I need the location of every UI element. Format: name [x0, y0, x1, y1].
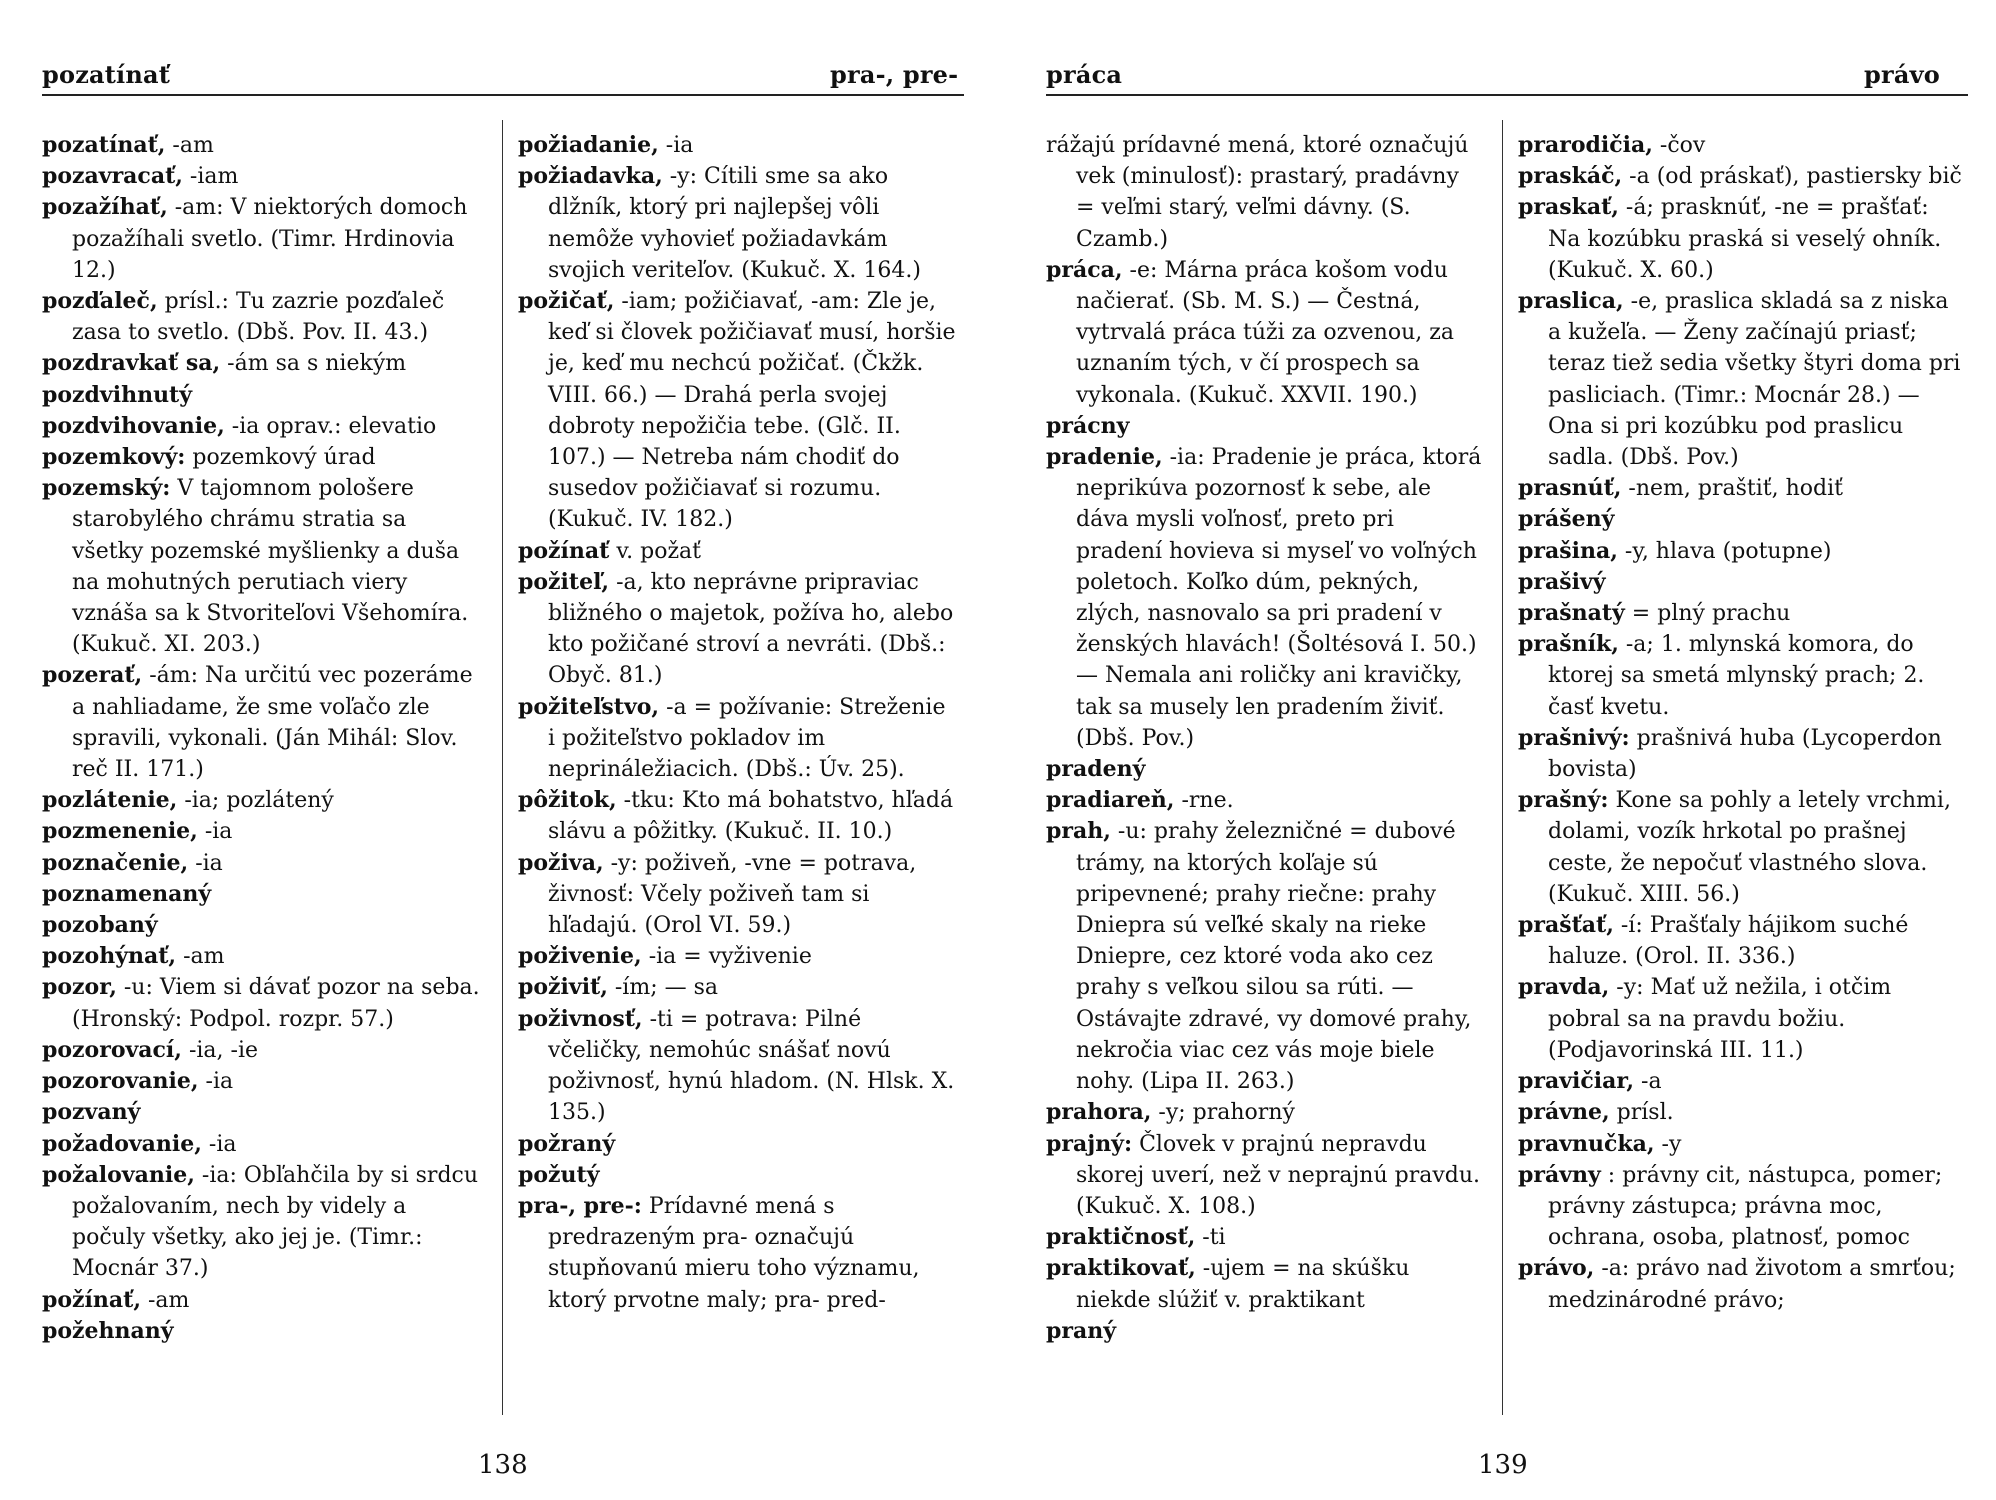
- headword: pozlátenie,: [42, 787, 178, 814]
- dictionary-entry: [518, 161, 958, 286]
- headword: pravda,: [1518, 974, 1610, 1001]
- column-1: [42, 130, 482, 1347]
- dictionary-entry: [518, 536, 958, 567]
- dictionary-entry: [518, 692, 958, 786]
- entry-body: -ia: Pradenie je práca, ktorá neprikúva pozornosť k sebe, ale dáva mysli voľnosť, preto pri pradení hovieva si myseľ vo voľných poletoch. Koľko dúm, pekných, zlých, nasnovalo sa pri pradení v ženských hlavách! (Šoltésová I. 50.) — Nemala ani roličky ani kravičky, tak sa musely len pradením živiť. (Dbš. Pov.): [1076, 445, 1482, 751]
- entry-body: -u: Viem si dávať pozor na seba. (Hronský: Podpol. rozpr. 57.): [72, 975, 480, 1032]
- headword: prašťať,: [1518, 912, 1614, 939]
- entry-body: -í: Prašťaly hájikom suché haluze. (Orol. II. 336.): [1548, 913, 1909, 970]
- entry-body: -ia: [201, 1131, 237, 1157]
- headword: pozohýnať,: [42, 943, 177, 970]
- headword: právny: [1518, 1161, 1601, 1188]
- headword: požiadanie,: [518, 132, 659, 158]
- entry-body: -y; prahorný: [1151, 1100, 1295, 1126]
- headword: pozatínať,: [42, 132, 166, 158]
- entry-body: -ia oprav.: elevatio: [224, 413, 437, 439]
- headword: právne,: [1518, 1099, 1610, 1126]
- headword: prácny: [1046, 412, 1130, 439]
- entry-body: -y: Mať už nežila, i otčim pobral sa na pravdu božiu. (Podjavorinská III. 11.): [1548, 975, 1892, 1063]
- dictionary-entry: [1518, 504, 1964, 535]
- entry-body: -a, kto neprávne pripraviac bližného o majetok, požíva ho, alebo kto požičané stroví a nevráti. (Dbš.: Obyč. 81.): [548, 569, 954, 689]
- column-divider: [502, 120, 503, 1415]
- dictionary-entry: [1046, 1097, 1482, 1128]
- right-page: [998, 0, 1996, 1500]
- entry-body: Človek v prajnú nepravdu skorej uverí, než v neprajnú pravdu. (Kukuč. X. 108.): [1076, 1131, 1481, 1219]
- dictionary-entry: [1518, 723, 1964, 785]
- headword: požutý: [518, 1161, 600, 1188]
- dictionary-entry: [42, 348, 482, 379]
- dictionary-entry: [42, 1097, 482, 1128]
- dictionary-entry: [42, 1285, 482, 1316]
- dictionary-entry: [518, 1191, 958, 1316]
- dictionary-entry: [42, 130, 482, 161]
- headword: prasnúť,: [1518, 475, 1622, 502]
- dictionary-entry: [1046, 1253, 1482, 1315]
- dictionary-entry: [1518, 910, 1964, 972]
- headword: praktičnosť,: [1046, 1224, 1196, 1251]
- entry-body: -á; prasknúť, -ne = prašťať: Na kozúbku praská si veselý ohník. (Kukuč. X. 60.): [1548, 195, 1942, 283]
- headword: pôžitok,: [518, 787, 617, 814]
- headword: pozdvihovanie,: [42, 412, 225, 439]
- dictionary-entry: [42, 442, 482, 473]
- entry-body: -ti: [1195, 1225, 1226, 1251]
- headword: prašivý: [1518, 568, 1606, 595]
- dictionary-entry: [1518, 1066, 1964, 1097]
- entry-body: -e, praslica skladá sa z niska a kužeľa. — Ženy začínajú priasť; teraz tiež sedia všetky štyri doma pri pasliciach. (Timr.: Mocnár 28.) — Ona si pri kozúbku pod praslicu sadla. (Dbš. Pov.): [1548, 289, 1961, 471]
- headword: pozerať,: [42, 662, 143, 689]
- entry-body: : právny cit, nástupca, pomer; právny zástupca; právna moc, ochrana, osoba, platnosť, pomoc: [1548, 1162, 1943, 1251]
- running-head-right: právo: [1864, 60, 1940, 89]
- dictionary-entry: [1518, 1253, 1964, 1315]
- headword: poživenie,: [518, 943, 642, 970]
- header-rule: [1046, 94, 1968, 96]
- dictionary-entry: [518, 1004, 958, 1129]
- dictionary-entry: [1518, 785, 1964, 910]
- headword: prašný:: [1518, 787, 1609, 814]
- header-rule: [42, 94, 964, 96]
- dictionary-entry: [1518, 1129, 1964, 1160]
- entry-body: -y: [1654, 1131, 1682, 1157]
- entry-body: -ia: Obľahčila by si srdcu požalovaním, nech by videly a počuly všetky, ako jej je. (Timr.: Mocnár 37.): [72, 1162, 479, 1282]
- entry-body: -y, hlava (potupne): [1617, 538, 1832, 564]
- entry-body: prísl.: Tu zazrie pozďaleč zasa to svetlo. (Dbš. Pov. II. 43.): [72, 289, 445, 346]
- entry-body: -ia = vyživenie: [641, 944, 812, 970]
- dictionary-entry: [1518, 286, 1964, 473]
- entry-body: -e: Márna práca košom vodu načierať. (Sb. M. S.) — Čestná, vytrvalá práca túži za ozvenou, za uznaním tých, v čí prospech sa vykonala. (Kukuč. XXVII. 190.): [1076, 257, 1454, 408]
- entry-body: -ím; — sa: [607, 975, 719, 1001]
- dictionary-entry: [42, 1129, 482, 1160]
- headword: prášený: [1518, 506, 1615, 533]
- dictionary-entry: [1518, 1097, 1964, 1128]
- headword: požalovanie,: [42, 1161, 195, 1188]
- dictionary-entry: [1046, 1222, 1482, 1253]
- dictionary-entry: [42, 1066, 482, 1097]
- headword: pozor,: [42, 974, 117, 1001]
- dictionary-entry: [1046, 442, 1482, 754]
- headword: prah,: [1046, 818, 1111, 845]
- headword: pozmenenie,: [42, 818, 198, 845]
- headword: pravičiar,: [1518, 1068, 1635, 1095]
- dictionary-entry: [42, 1160, 482, 1285]
- entry-body: -čov: [1652, 133, 1706, 158]
- headword: prašnivý:: [1518, 724, 1630, 751]
- entry-body: -u: prahy železničné = dubové trámy, na ktorých koľaje sú pripevnené; prahy riečne: prahy Dniepra sú veľké skaly na rieke Dniepre, cez ktoré voda ako cez prahy s veľkou silou sa rúti. — Ostávajte zdravé, vy domové prahy, nekročia viac cez vás moje biele nohy. (Lipa II. 263.): [1076, 819, 1472, 1095]
- headword: požiteľ,: [518, 568, 610, 595]
- dictionary-entry: [42, 941, 482, 972]
- headword: pozdvihnutý: [42, 381, 193, 408]
- dictionary-entry: [42, 972, 482, 1034]
- dictionary-entry: [1518, 192, 1964, 286]
- dictionary-entry: [1046, 816, 1482, 1097]
- headword: pozemský:: [42, 475, 171, 502]
- column-2: [1518, 130, 1964, 1316]
- entry-body: -am: [176, 944, 225, 970]
- entry-body: -ia: [188, 850, 223, 876]
- headword: prašnatý: [1518, 600, 1625, 627]
- headword: požínať: [518, 537, 610, 564]
- headword: prašník,: [1518, 631, 1619, 658]
- entry-body: -ám: Na určitú vec pozeráme a nahliadame, že sme voľačo zle spravili, vykonali. (Ján Mihál: Slov. reč II. 171.): [72, 663, 473, 783]
- headword: prajný:: [1046, 1130, 1133, 1157]
- entry-body: -iam; požičiavať, -am: Zle je, keď si človek požičiavať musí, horšie je, keď mu nechcú požičať. (Čkžk. VIII. 66.) — Drahá perla svojej dobroty nepožičia tebe. (Glč. II. 107.) — Netreba nám chodiť do susedov požičiavať si rozumu. (Kukuč. IV. 182.): [548, 289, 956, 533]
- dictionary-entry: [42, 816, 482, 847]
- headword: požiteľstvo,: [518, 693, 660, 720]
- headword: pradený: [1046, 756, 1146, 783]
- entry-body: -y: Cítili sme sa ako dlžník, ktorý pri najlepšej vôli nemôže vyhovieť požiadavkám svojich veriteľov. (Kukuč. X. 164.): [548, 164, 921, 283]
- headword: pra-, pre-:: [518, 1192, 642, 1219]
- dictionary-entry: [518, 972, 958, 1003]
- entry-body: Prídavné mená s predrazeným pra- označujú stupňovanú mieru toho významu, ktorý prvotne maly; pra- pred-: [548, 1193, 920, 1313]
- column-divider: [1502, 120, 1503, 1415]
- entry-body: v. požať: [609, 538, 702, 564]
- dictionary-entry: [42, 192, 482, 286]
- dictionary-entry: [42, 286, 482, 348]
- headword: prašina,: [1518, 537, 1618, 564]
- dictionary-entry: [1046, 785, 1482, 816]
- headword: praný: [1046, 1317, 1117, 1344]
- headword: pradenie,: [1046, 444, 1163, 471]
- entry-body: -ia: [658, 133, 694, 158]
- headword: pravnučka,: [1518, 1130, 1655, 1157]
- entry-body: prašnivá huba (Lycoperdon bovista): [1548, 725, 1942, 783]
- headword: pozďaleč,: [42, 288, 158, 315]
- headword: požínať,: [42, 1286, 141, 1313]
- entry-body: prísl.: [1609, 1100, 1674, 1126]
- dictionary-entry: [42, 161, 482, 192]
- headword: prarodičia,: [1518, 132, 1653, 158]
- dictionary-entry: [518, 785, 958, 847]
- headword: pozažíhať,: [42, 194, 168, 221]
- entry-body: -nem, praštiť, hodiť: [1621, 476, 1843, 502]
- dictionary-entry: [42, 473, 482, 660]
- headword: práca,: [1046, 256, 1123, 283]
- headword: pozvaný: [42, 1099, 141, 1126]
- dictionary-entry: [1518, 567, 1964, 598]
- dictionary-entry: [42, 848, 482, 879]
- dictionary-entry: [1518, 473, 1964, 504]
- headword: pozdravkať sa,: [42, 350, 221, 377]
- dictionary-entry: [42, 1316, 482, 1347]
- dictionary-entry: [42, 380, 482, 411]
- entry-body: -ujem = na skúšku niekde slúžiť v. praktikant: [1076, 1256, 1410, 1313]
- entry-body: -a = požívanie: Streženie i požiteľstvo pokladov im neprináležiacich. (Dbš.: Úv. 25).: [548, 694, 946, 783]
- headword: právo,: [1518, 1255, 1595, 1282]
- headword: požadovanie,: [42, 1130, 202, 1157]
- headword: pozavracať,: [42, 163, 183, 190]
- headword: poživiť,: [518, 974, 608, 1001]
- dictionary-entry: [42, 879, 482, 910]
- dictionary-entry: [1518, 1160, 1964, 1254]
- entry-body: -a: [1634, 1069, 1662, 1095]
- dictionary-entry: [518, 941, 958, 972]
- dictionary-entry: [1046, 1129, 1482, 1223]
- running-head-left: pozatínať: [42, 60, 171, 89]
- dictionary-entry: [1518, 536, 1964, 567]
- dictionary-entry: [518, 286, 958, 536]
- entry-body: -ám sa s niekým: [220, 351, 407, 377]
- dictionary-entry: [518, 848, 958, 942]
- headword: poznamenaný: [42, 880, 212, 907]
- headword: poživa,: [518, 849, 604, 876]
- dictionary-entry: [42, 411, 482, 442]
- entry-body: -a (od práskať), pastiersky bič: [1622, 164, 1962, 190]
- headword: pozorovanie,: [42, 1068, 199, 1095]
- entry-body: -a: právo nad životom a smrťou; medzinárodné právo;: [1548, 1256, 1956, 1313]
- entry-body: -am: [140, 1287, 190, 1313]
- entry-body: -rne.: [1174, 788, 1234, 814]
- entry-body: -ia, -ie: [181, 1037, 259, 1063]
- dictionary-entry: [1518, 130, 1964, 161]
- entry-body: -tku: Kto má bohatstvo, hľadá slávu a pôžitky. (Kukuč. II. 10.): [548, 788, 954, 845]
- column-2: [518, 130, 958, 1316]
- entry-body: = plný prachu: [1624, 601, 1791, 627]
- running-head-left: práca: [1046, 60, 1123, 89]
- headword: praskať,: [1518, 194, 1619, 221]
- entry-body: -ti = potrava: Pilné včeličky, nemohúc snášať novú poživnosť, hynú hladom. (N. Hlsk. X. 135.): [548, 1006, 955, 1126]
- entry-body: -ia: [198, 1069, 234, 1095]
- running-head-right: pra-, pre-: [830, 60, 959, 89]
- dictionary-entry: [42, 785, 482, 816]
- dictionary-entry: [1518, 161, 1964, 192]
- headword: požraný: [518, 1130, 616, 1157]
- headword: pozobaný: [42, 912, 158, 939]
- page-number: 138: [478, 1450, 528, 1480]
- dictionary-entry: [518, 1129, 958, 1160]
- entry-body: -ia; pozlátený: [177, 788, 334, 814]
- dictionary-entry: [42, 1035, 482, 1066]
- dictionary-entry: [1518, 972, 1964, 1066]
- dictionary-entry: [1518, 598, 1964, 629]
- entry-body: V tajomnom pološere starobylého chrámu stratia sa všetky pozemské myšlienky a duša na mohutných perutiach viery vznáša sa k Stvoriteľovi Všehomíra. (Kukuč. XI. 203.): [72, 476, 469, 658]
- headword: praslica,: [1518, 288, 1624, 315]
- headword: pozorovací,: [42, 1036, 182, 1063]
- dictionary-entry: [1046, 130, 1482, 255]
- entry-body: -ia: [197, 819, 233, 845]
- headword: pradiareň,: [1046, 787, 1175, 814]
- page-number: 139: [1478, 1450, 1528, 1480]
- headword: požičať,: [518, 288, 615, 315]
- headword: požehnaný: [42, 1317, 174, 1344]
- headword: poznačenie,: [42, 849, 189, 876]
- dictionary-entry: [1518, 629, 1964, 723]
- entry-body: -iam: [182, 164, 239, 190]
- headword: prahora,: [1046, 1099, 1152, 1126]
- entry-body: -am: V niektorých domoch pozažíhali svetlo. (Timr. Hrdinovia 12.): [72, 195, 468, 283]
- entry-body: -am: [165, 133, 214, 158]
- dictionary-entry: [42, 910, 482, 941]
- entry-body: -a; 1. mlynská komora, do ktorej sa smetá mlynský prach; 2. časť kvetu.: [1548, 632, 1925, 720]
- entry-body: pozemkový úrad: [185, 445, 376, 471]
- dictionary-entry: [1046, 255, 1482, 411]
- column-1: [1046, 130, 1482, 1347]
- headword: pozemkový:: [42, 444, 186, 471]
- dictionary-entry: [518, 130, 958, 161]
- dictionary-entry: [518, 1160, 958, 1191]
- dictionary-entry: [1046, 411, 1482, 442]
- headword: praktikovať,: [1046, 1255, 1196, 1282]
- dictionary-entry: [42, 660, 482, 785]
- entry-body: Kone sa pohly a letely vrchmi, dolami, vozík hrkotal po prašnej ceste, že nepočuť vlastného slova. (Kukuč. XIII. 56.): [1548, 788, 1951, 907]
- entry-body: rážajú prídavné mená, ktoré označujú vek (minulosť): prastarý, pradávny = veľmi starý, veľmi dávny. (S. Czamb.): [1046, 133, 1469, 252]
- headword: praskáč,: [1518, 163, 1623, 190]
- entry-body: -y: poživeň, -vne = potrava, živnosť: Včely poživeň tam si hľadajú. (Orol VI. 59.): [548, 850, 917, 939]
- headword: požiadavka,: [518, 163, 663, 190]
- dictionary-entry: [1046, 754, 1482, 785]
- dictionary-entry: [1046, 1316, 1482, 1347]
- dictionary-entry: [518, 567, 958, 692]
- headword: poživnosť,: [518, 1005, 643, 1032]
